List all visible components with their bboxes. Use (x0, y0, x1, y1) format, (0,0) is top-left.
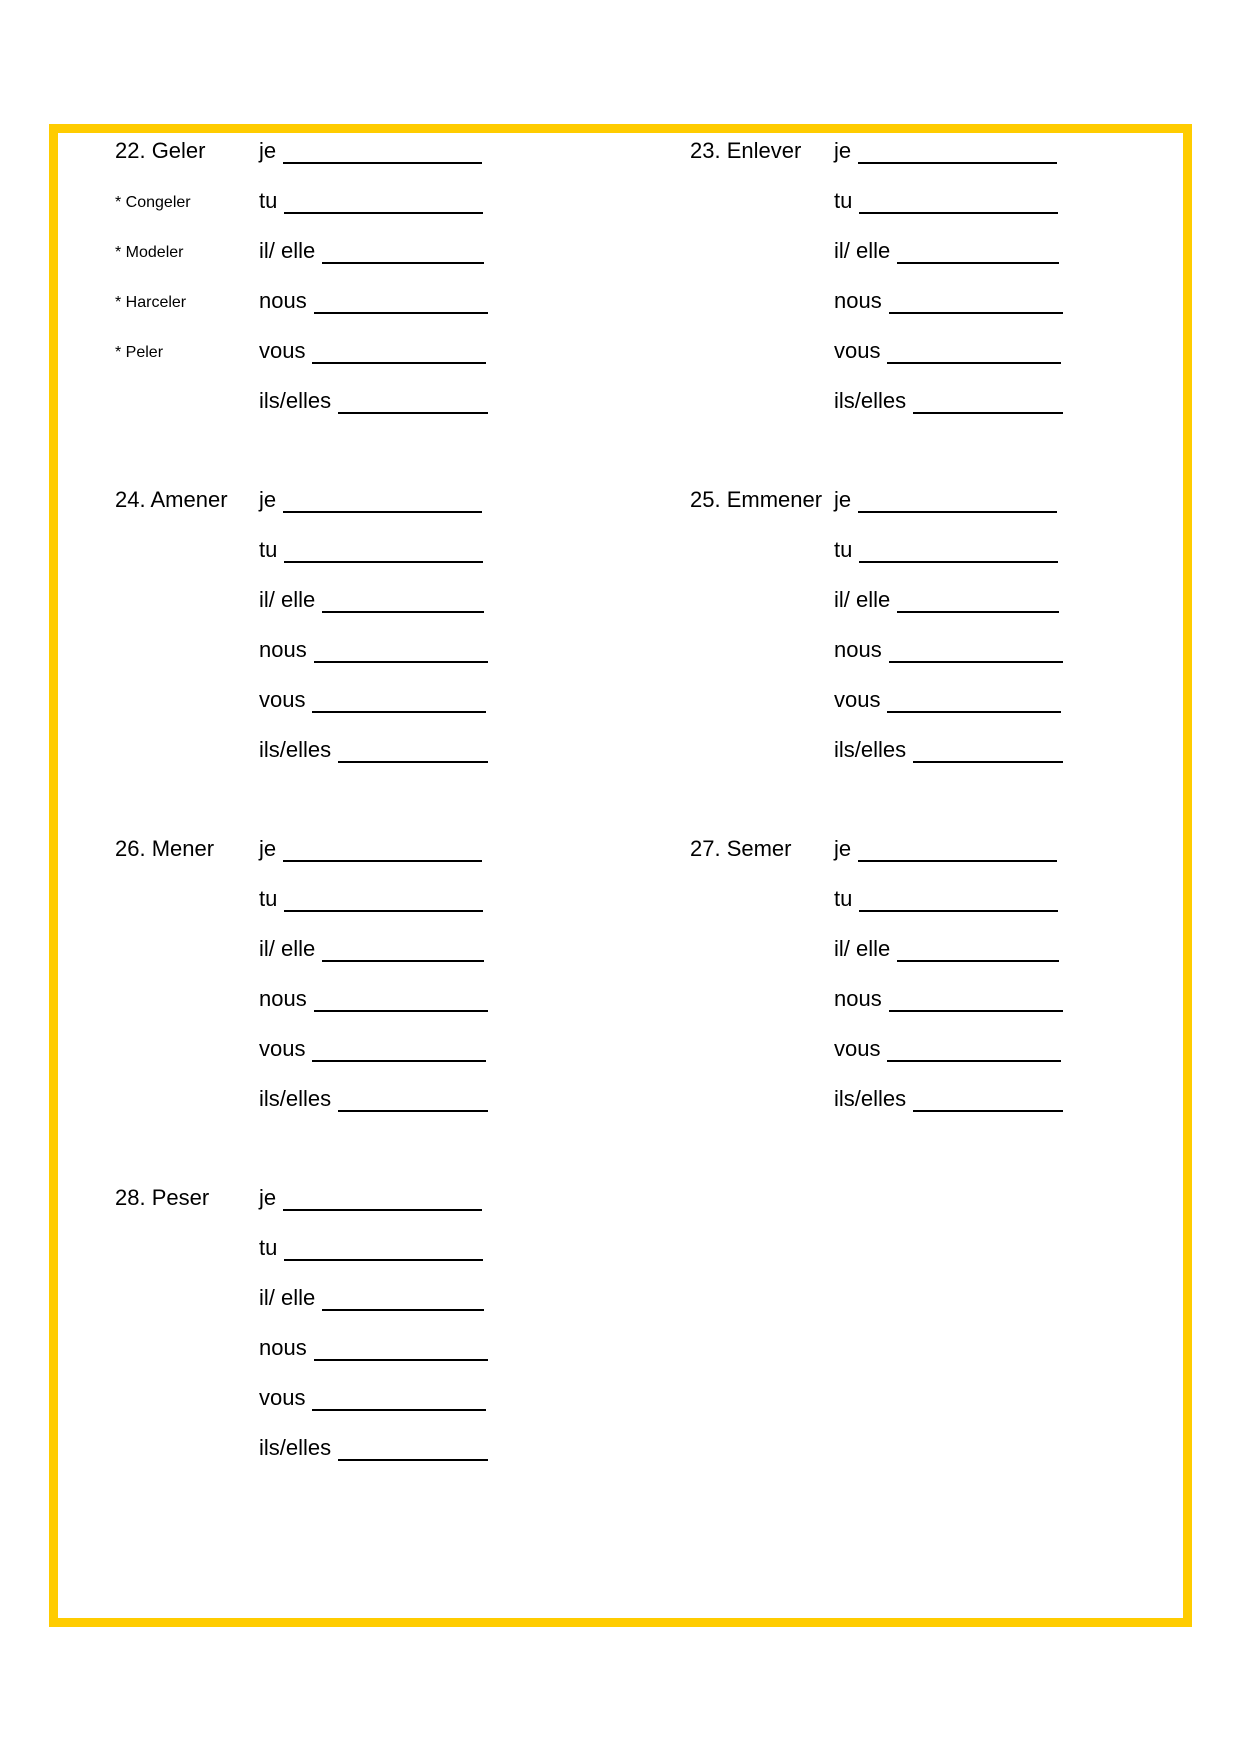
verb-title: 27. Semer (690, 836, 792, 861)
answer-blank[interactable] (314, 641, 488, 663)
exercise-23 (690, 138, 1210, 438)
conjugation-row-je (259, 487, 482, 513)
verb-note: * Peler (115, 344, 164, 361)
pronoun-label: nous (834, 986, 882, 1011)
pronoun-label: vous (259, 1036, 306, 1061)
conjugation-row-ils-elles (259, 388, 488, 414)
answer-blank[interactable] (284, 890, 483, 912)
answer-blank[interactable] (322, 242, 484, 264)
pronoun-label: tu (259, 188, 278, 213)
conjugation-row-vous (259, 1385, 486, 1411)
conjugation-row-il-elle (259, 1285, 484, 1311)
answer-blank[interactable] (338, 1439, 488, 1461)
exercise-28 (115, 1185, 635, 1485)
answer-blank[interactable] (322, 940, 484, 962)
answer-blank[interactable] (312, 342, 486, 364)
answer-blank[interactable] (897, 242, 1059, 264)
answer-blank[interactable] (858, 142, 1057, 164)
pronoun-label: nous (259, 288, 307, 313)
pronoun-label: vous (259, 687, 306, 712)
pronoun-label: il/ elle (259, 238, 316, 263)
answer-blank[interactable] (889, 292, 1063, 314)
pronoun-label: nous (259, 637, 307, 662)
answer-blank[interactable] (322, 591, 484, 613)
verb-title: 24. Amener (115, 487, 228, 512)
pronoun-label: il/ elle (259, 1285, 316, 1310)
pronoun-label: ils/elles (259, 1086, 332, 1111)
answer-blank[interactable] (283, 1189, 482, 1211)
exercise-26 (115, 836, 635, 1136)
conjugation-row-nous (259, 986, 488, 1012)
exercise-22 (115, 138, 635, 438)
conjugation-row-nous (259, 1335, 488, 1361)
answer-blank[interactable] (314, 1339, 488, 1361)
pronoun-label: nous (834, 637, 882, 662)
pronoun-label: il/ elle (259, 936, 316, 961)
conjugation-row-je (834, 138, 1057, 164)
verb-title: 28. Peser (115, 1185, 210, 1210)
pronoun-label: tu (259, 1235, 278, 1260)
answer-blank[interactable] (314, 292, 488, 314)
conjugation-row-vous (834, 1036, 1061, 1062)
answer-blank[interactable] (889, 990, 1063, 1012)
answer-blank[interactable] (859, 890, 1058, 912)
answer-blank[interactable] (283, 840, 482, 862)
conjugation-row-ils-elles (259, 1435, 488, 1461)
pronoun-label: je (259, 138, 277, 163)
conjugation-row-je (259, 1185, 482, 1211)
conjugation-row-vous (834, 338, 1061, 364)
exercise-27 (690, 836, 1210, 1136)
pronoun-label: nous (259, 1335, 307, 1360)
pronoun-label: nous (834, 288, 882, 313)
conjugation-row-ils-elles (834, 737, 1063, 763)
conjugation-row-ils-elles (259, 1086, 488, 1112)
conjugation-row-il-elle (834, 587, 1059, 613)
pronoun-label: il/ elle (259, 587, 316, 612)
verb-title: 26. Mener (115, 836, 215, 861)
answer-blank[interactable] (887, 1040, 1061, 1062)
pronoun-label: il/ elle (834, 238, 891, 263)
conjugation-row-ils-elles (259, 737, 488, 763)
pronoun-label: tu (834, 188, 853, 213)
answer-blank[interactable] (858, 840, 1057, 862)
pronoun-label: ils/elles (259, 1435, 332, 1460)
conjugation-row-je (834, 487, 1057, 513)
conjugation-row-il-elle (259, 936, 484, 962)
pronoun-label: je (834, 138, 852, 163)
answer-blank[interactable] (283, 491, 482, 513)
pronoun-label: il/ elle (834, 587, 891, 612)
conjugation-row-je (834, 836, 1057, 862)
pronoun-label: je (834, 487, 852, 512)
answer-blank[interactable] (889, 641, 1063, 663)
conjugation-row-vous (259, 687, 486, 713)
pronoun-label: vous (834, 338, 881, 363)
pronoun-label: tu (259, 537, 278, 562)
conjugation-row-il-elle (259, 587, 484, 613)
conjugation-row-nous (834, 986, 1063, 1012)
pronoun-label: ils/elles (834, 388, 907, 413)
conjugation-row-je (259, 138, 482, 164)
conjugation-row-tu (834, 188, 1058, 214)
conjugation-row-il-elle (834, 238, 1059, 264)
pronoun-label: je (259, 487, 277, 512)
answer-blank[interactable] (322, 1289, 484, 1311)
pronoun-label: tu (259, 886, 278, 911)
pronoun-label: il/ elle (834, 936, 891, 961)
verb-note: * Harceler (115, 294, 187, 311)
answer-blank[interactable] (887, 691, 1061, 713)
conjugation-row-tu (834, 537, 1058, 563)
pronoun-label: vous (259, 1385, 306, 1410)
verb-title: 22. Geler (115, 138, 206, 163)
conjugation-row-nous (259, 288, 488, 314)
verb-note: * Congeler (115, 194, 191, 211)
verb-title: 25. Emmener (690, 487, 823, 512)
conjugation-row-il-elle (259, 238, 484, 264)
verb-note: * Modeler (115, 244, 184, 261)
conjugation-row-tu (259, 188, 483, 214)
exercise-25 (690, 487, 1210, 787)
answer-blank[interactable] (859, 541, 1058, 563)
answer-blank[interactable] (897, 940, 1059, 962)
answer-blank[interactable] (859, 192, 1058, 214)
answer-blank[interactable] (314, 990, 488, 1012)
answer-blank[interactable] (858, 491, 1057, 513)
pronoun-label: vous (834, 687, 881, 712)
answer-blank[interactable] (284, 192, 483, 214)
pronoun-label: tu (834, 886, 853, 911)
conjugation-row-nous (259, 637, 488, 663)
answer-blank[interactable] (913, 392, 1063, 414)
answer-blank[interactable] (312, 1389, 486, 1411)
pronoun-label: ils/elles (834, 737, 907, 762)
pronoun-label: nous (259, 986, 307, 1011)
conjugation-row-vous (259, 1036, 486, 1062)
answer-blank[interactable] (338, 741, 488, 763)
conjugation-row-nous (834, 288, 1063, 314)
pronoun-label: vous (834, 1036, 881, 1061)
conjugation-row-nous (834, 637, 1063, 663)
conjugation-row-tu (259, 1235, 483, 1261)
answer-blank[interactable] (338, 392, 488, 414)
answer-blank[interactable] (284, 541, 483, 563)
conjugation-row-vous (834, 687, 1061, 713)
answer-blank[interactable] (312, 1040, 486, 1062)
conjugation-row-vous (259, 338, 486, 364)
pronoun-label: je (834, 836, 852, 861)
conjugation-row-tu (834, 886, 1058, 912)
answer-blank[interactable] (312, 691, 486, 713)
pronoun-label: ils/elles (834, 1086, 907, 1111)
conjugation-row-ils-elles (834, 388, 1063, 414)
pronoun-label: je (259, 836, 277, 861)
conjugation-row-ils-elles (834, 1086, 1063, 1112)
answer-blank[interactable] (913, 741, 1063, 763)
pronoun-label: je (259, 1185, 277, 1210)
conjugation-row-tu (259, 537, 483, 563)
pronoun-label: ils/elles (259, 737, 332, 762)
answer-blank[interactable] (913, 1090, 1063, 1112)
answer-blank[interactable] (887, 342, 1061, 364)
pronoun-label: tu (834, 537, 853, 562)
verb-title: 23. Enlever (690, 138, 802, 163)
conjugation-row-je (259, 836, 482, 862)
answer-blank[interactable] (897, 591, 1059, 613)
conjugation-row-tu (259, 886, 483, 912)
answer-blank[interactable] (338, 1090, 488, 1112)
answer-blank[interactable] (284, 1239, 483, 1261)
exercise-24 (115, 487, 635, 787)
conjugation-row-il-elle (834, 936, 1059, 962)
pronoun-label: vous (259, 338, 306, 363)
answer-blank[interactable] (283, 142, 482, 164)
pronoun-label: ils/elles (259, 388, 332, 413)
